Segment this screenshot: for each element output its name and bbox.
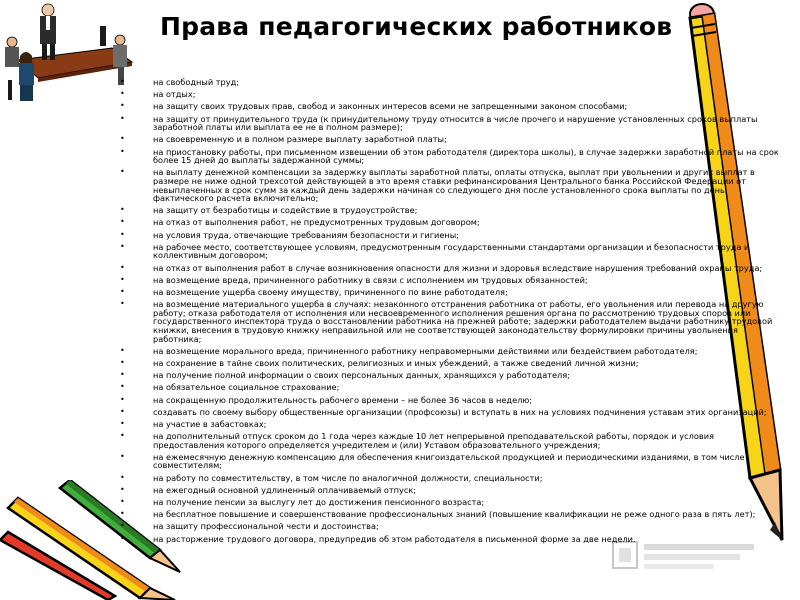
list-item: • на выплату денежной компенсации за задержку выплаты заработной платы, оплаты отпуска, выплат при увольнении и других выплат в размере не ниже одной трехсотой действующей в это время ставки рефинансирования Центрального банка Российской Федерации от невыплаченных в срок сумм за каждый день задержки начиная со следующего дня после установленного срока выплаты по день фактического расчета включительно; <box>120 168 785 202</box>
list-item: • на защиту от принудительного труда (к принудительному труду относится в числе прочего и нарушение установленных сроков выплаты заработной платы или выплата ее не в полном размере); <box>120 115 785 132</box>
list-item: • на получение пенсии за выслугу лет до достижения пенсионного возраста; <box>120 498 785 507</box>
list-item: • на получение полной информации о своих персональных данных, хранящихся у работодателя; <box>120 371 785 380</box>
list-item: • создавать по своему выбору общественные организации (профсоюзы) и вступать в них на условиях подчинения уставам этих организаций; <box>120 408 785 417</box>
list-item: • на условия труда, отвечающие требованиям безопасности и гигиены; <box>120 231 785 240</box>
list-item: • на дополнительный отпуск сроком до 1 года через каждые 10 лет непрерывной преподавательской работы, порядок и условия предоставления которого определяется учредителем и (или) Уставом образовательного учреждения; <box>120 432 785 449</box>
list-item: • на возмещение материального ущерба в случаях: незаконного отстранения работника от работы, его увольнения или перевода на другую работу; отказа работодателя от исполнения или несвоевременного исполнения решения органа по рассмотрению трудовых споров или государственного инспектора труда о восстановлении работника на прежней работе; задержки работодателем выдачи работнику трудовой книжки, внесения в трудовую книжку неправильной или не соответствующей законодательству формулировки причины увольнения работника; <box>120 300 785 343</box>
list-item: • на ежегодный основной удлиненный оплачиваемый отпуск; <box>120 486 785 495</box>
rights-list <box>120 78 785 547</box>
list-item: • на защиту от безработицы и содействие в трудоустройстве; <box>120 206 785 215</box>
list-item: • на своевременную и в полном размере выплату заработной платы; <box>120 135 785 144</box>
list-item: • на возмещение морального вреда, причиненного работнику неправомерными действиями или бездействием работодателя; <box>120 347 785 356</box>
list-item: • на расторжение трудового договора, предупредив об этом работодателя в письменной форме за две недели. <box>120 535 785 544</box>
list-item: • на обязательное социальное страхование; <box>120 383 785 392</box>
page-title: Права педагогических работников <box>160 12 673 41</box>
list-item: • на ежемесячную денежную компенсацию для обеспечения книгоиздательской продукцией и периодическими изданиями, в том числе совместителям; <box>120 453 785 470</box>
list-item: • на возмещение вреда, причиненного работнику в связи с исполнением им трудовых обязанностей; <box>120 276 785 285</box>
list-item: • на отдых; <box>120 90 785 99</box>
list-item: • на защиту своих трудовых прав, свобод и законных интересов всеми не запрещенными законом способами; <box>120 102 785 111</box>
list-item: • на работу по совместительству, в том числе по аналогичной должности, специальности; <box>120 474 785 483</box>
list-item: • на сокращенную продолжительность рабочего времени – не более 36 часов в неделю; <box>120 396 785 405</box>
list-item: • на участие в забастовках; <box>120 420 785 429</box>
list-item: • на свободный труд; <box>120 78 785 87</box>
list-item: • на возмещение ущерба своему имуществу, причиненного по вине работодателя; <box>120 288 785 297</box>
list-item: • на приостановку работы, при письменном извещении об этом работодателя (директора школы), в случае задержки заработной платы на срок более 15 дней до выплаты задержанной суммы; <box>120 148 785 165</box>
list-item: • на рабочее место, соответствующее условиям, предусмотренным государственными стандартами организации и безопасности труда и коллективным договором; <box>120 243 785 260</box>
list-item: • на бесплатное повышение и совершенствование профессиональных знаний (повышение квалификации не реже одного раза в пять лет); <box>120 510 785 519</box>
list-item: • на защиту профессиональной чести и достоинства; <box>120 522 785 531</box>
list-item: • на отказ от выполнения работ, не предусмотренных трудовым договором; <box>120 218 785 227</box>
list-item: • на отказ от выполнения работ в случае возникновения опасности для жизни и здоровья вследствие нарушения требований охраны труда; <box>120 264 785 273</box>
list-item: • на сохранение в тайне своих политических, религиозных и иных убеждений, а также сведений личной жизни; <box>120 359 785 368</box>
meeting-clipart <box>0 0 140 110</box>
